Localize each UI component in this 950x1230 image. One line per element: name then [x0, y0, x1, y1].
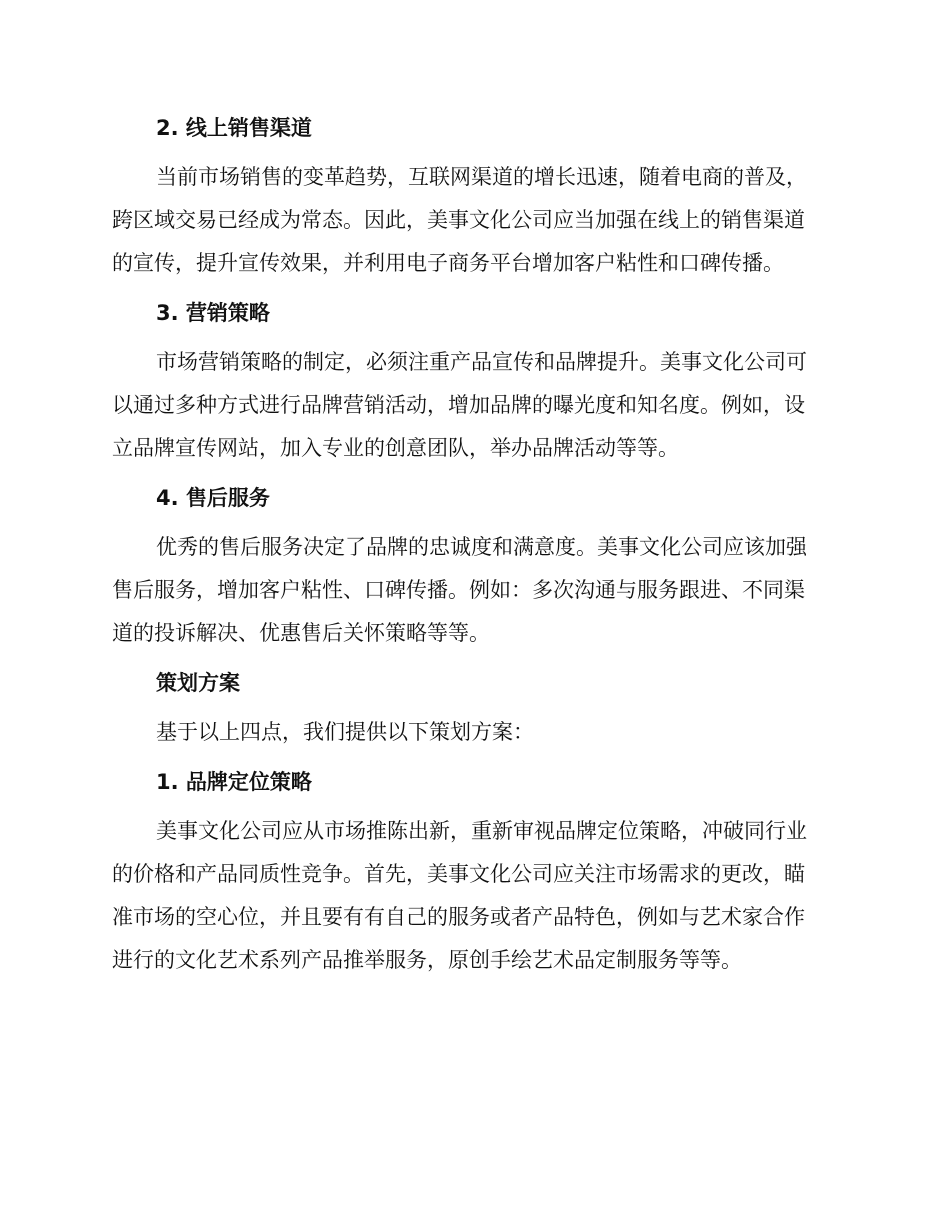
paragraph-line: 进行的文化艺术系列产品推举服务，原创手绘艺术品定制服务等等。 — [112, 948, 742, 972]
paragraph-line: 优秀的售后服务决定了品牌的忠诚度和满意度。美事文化公司应该加强 — [156, 535, 807, 559]
paragraph-line: 的价格和产品同质性竞争。首先，美事文化公司应关注市场需求的更改，瞄 — [112, 862, 805, 886]
paragraph-line: 立品牌宣传网站，加入专业的创意团队，举办品牌活动等等。 — [112, 436, 679, 460]
section-heading-marketing-strategy: 3. 营销策略 — [156, 301, 270, 325]
paragraph-line: 售后服务，增加客户粘性、口碑传播。例如：多次沟通与服务跟进、不同渠 — [112, 578, 805, 602]
section-heading-brand-positioning: 1. 品牌定位策略 — [156, 770, 312, 794]
paragraph-line: 跨区域交易已经成为常态。因此，美事文化公司应当加强在线上的销售渠道 — [112, 208, 805, 232]
paragraph-after-sales — [112, 526, 834, 655]
section-heading-plan: 策划方案 — [156, 671, 240, 695]
paragraph-online-sales — [112, 156, 834, 285]
document-body — [112, 108, 834, 990]
paragraph-marketing-strategy — [112, 341, 834, 470]
paragraph-line: 当前市场销售的变革趋势，互联网渠道的增长迅速，随着电商的普及， — [156, 165, 807, 189]
section-heading-after-sales: 4. 售后服务 — [156, 486, 270, 510]
paragraph-line: 道的投诉解决、优惠售后关怀策略等等。 — [112, 621, 490, 645]
paragraph-line: 市场营销策略的制定，必须注重产品宣传和品牌提升。美事文化公司可 — [156, 350, 807, 374]
paragraph-brand-positioning — [112, 810, 834, 982]
section-heading-online-sales: 2. 线上销售渠道 — [156, 116, 312, 140]
paragraph-line: 基于以上四点，我们提供以下策划方案： — [156, 720, 534, 744]
paragraph-line: 准市场的空心位，并且要有有自己的服务或者产品特色，例如与艺术家合作 — [112, 905, 805, 929]
paragraph-plan-intro — [112, 711, 834, 754]
paragraph-line: 以通过多种方式进行品牌营销活动，增加品牌的曝光度和知名度。例如，设 — [112, 393, 805, 417]
paragraph-line: 的宣传，提升宣传效果，并利用电子商务平台增加客户粘性和口碑传播。 — [112, 251, 784, 275]
paragraph-line: 美事文化公司应从市场推陈出新，重新审视品牌定位策略，冲破同行业 — [156, 819, 807, 843]
